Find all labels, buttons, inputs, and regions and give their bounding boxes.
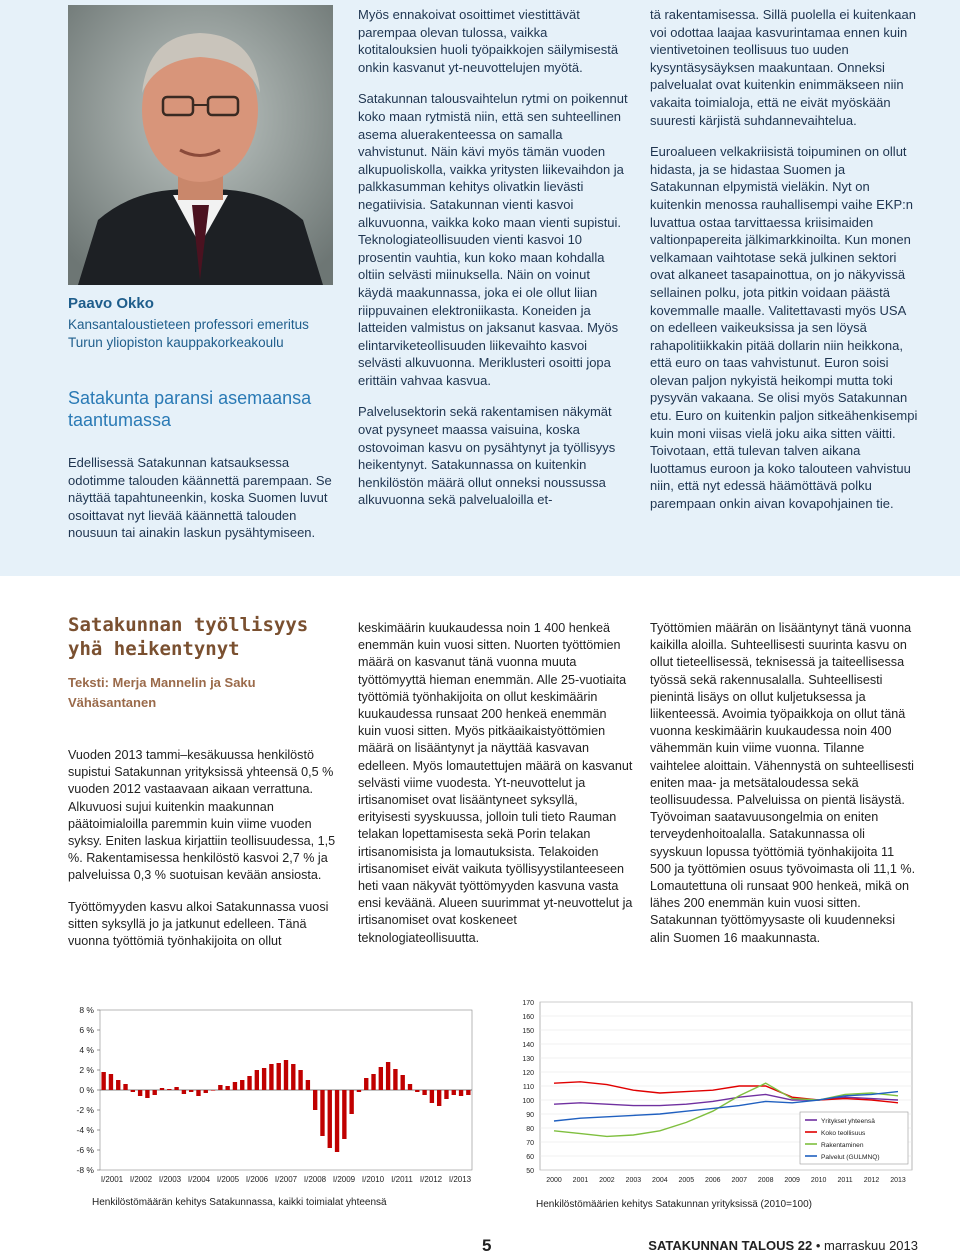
bar [247, 1076, 251, 1090]
x-tick-label: 2012 [863, 1177, 880, 1184]
bar [452, 1090, 456, 1095]
article-title: Satakunta paransi asemaansa taantumassa [68, 388, 312, 430]
article-column-3 [650, 6, 918, 527]
bar [204, 1090, 208, 1093]
staff-change-bar-chart [60, 998, 480, 1213]
bar [269, 1064, 273, 1090]
y-tick-label: 0 % [79, 1085, 94, 1095]
bar [277, 1063, 281, 1090]
bar [386, 1062, 390, 1090]
x-tick-label: 2007 [731, 1177, 748, 1184]
bar [218, 1085, 222, 1090]
y-tick-label: 170 [522, 1000, 534, 1007]
bar [189, 1090, 193, 1092]
bar [174, 1087, 178, 1090]
bar [306, 1080, 310, 1090]
x-tick-label: 2003 [625, 1177, 642, 1184]
author-photo [68, 5, 333, 285]
bar [408, 1084, 412, 1090]
bar [291, 1064, 295, 1090]
y-tick-label: 6 % [79, 1025, 94, 1035]
x-tick-label: 2005 [678, 1177, 695, 1184]
x-tick-label: I/2005 [216, 1175, 240, 1184]
bar [211, 1090, 215, 1091]
paragraph: tä rakentamisessa. Sillä puolella ei kuitenkaan voi odottaa laajaa kasvurintamaa ennen kuin vientivetoinen teollisuus tuo uuden kysyntäsysäyksen maakuntaan. Onneksi palvelualat ovat kuitenkin enimmäkseen niin vakaita toimialoja, että ne eivät myöskään suuresti kärjistä suhdannevaihtelua. [650, 7, 916, 128]
x-tick-label: 2011 [837, 1177, 853, 1184]
bar [422, 1090, 426, 1095]
bar [371, 1074, 375, 1090]
author-name: Paavo Okko [68, 295, 154, 312]
chart1-caption: Henkilöstömäärän kehitys Satakunnassa, kaikki toimialat yhteensä [92, 1197, 387, 1208]
bar [131, 1090, 135, 1092]
x-tick-label: I/2002 [129, 1175, 153, 1184]
issue-date: marraskuu 2013 [824, 1238, 918, 1253]
y-tick-label: 70 [526, 1140, 534, 1147]
y-tick-label: 60 [526, 1154, 534, 1161]
bar [393, 1069, 397, 1090]
y-tick-label: -2 % [76, 1105, 94, 1115]
bar [437, 1090, 441, 1106]
publication-name: SATAKUNNAN TALOUS 22 [648, 1238, 813, 1253]
bar [313, 1090, 317, 1110]
byline: Teksti: Merja Mannelin ja Saku Vähäsantanen [68, 675, 256, 710]
bar [138, 1090, 142, 1096]
bar [379, 1067, 383, 1090]
bar [364, 1078, 368, 1090]
y-tick-label: 160 [522, 1014, 534, 1021]
footer-bullet: • [815, 1238, 821, 1253]
x-tick-label: I/2011 [391, 1175, 413, 1184]
legend-label: Yritykset yhteensä [821, 1118, 875, 1125]
author-role: Kansantaloustieteen professori emeritus Turun yliopiston kauppakorkeakoulu [68, 317, 309, 350]
y-tick-label: 8 % [79, 1005, 94, 1015]
page-number: 5 [482, 1236, 492, 1255]
x-tick-label: I/2003 [158, 1175, 182, 1184]
staff-index-line-chart [500, 994, 920, 1214]
y-tick-label: 4 % [79, 1045, 94, 1055]
paragraph: Myös ennakoivat osoittimet viestittävät parempaa olevan tulossa, vaikka kotitalouksien huoli työpaikkojen säilymisestä onkin kasvanut yt-neuvottelujen myötä. [358, 7, 619, 75]
y-tick-label: 130 [522, 1056, 534, 1063]
bar [153, 1090, 157, 1095]
bar [123, 1084, 127, 1090]
y-tick-label: 140 [522, 1042, 534, 1049]
y-tick-label: 50 [526, 1168, 534, 1175]
x-tick-label: 2006 [704, 1177, 721, 1184]
employment-column-1 [68, 747, 338, 964]
paragraph: Vuoden 2013 tammi–kesäkuussa henkilöstö supistui Satakunnan yrityksissä yhteensä 0,5 % vuoden 2012 vastaavaan aikaan verrattuna. Alkuvuosi sujui kuitenkin maakunnan päätoimialoilla paremmin kuin viime vuoden syksy. Eniten laskua kirjattiin teollisuudessa, 1,5 %. Rakentamisessa henkilöstö kasvoi 2,7 % ja palveluissa 0,3 % suotuisan kevään ansiosta. [68, 748, 336, 883]
bar [240, 1080, 244, 1090]
bar [328, 1090, 332, 1148]
x-tick-label: 2000 [546, 1177, 562, 1184]
bar [430, 1090, 434, 1103]
bar [196, 1090, 200, 1096]
employment-column-2 [358, 620, 633, 961]
y-tick-label: 80 [526, 1126, 534, 1133]
x-tick-label: I/2007 [274, 1175, 298, 1184]
article-lead: Edellisessä Satakunnan katsauksessa odotimme talouden käännettä parempaan. Se näyttää tapahtuneenkin, koska Suomen luvut osoittavat nyt lievää käännettä talouden nousuun tai ainakin laskun pysähtymiseen. [68, 455, 332, 540]
y-tick-label: 2 % [79, 1065, 94, 1075]
bar [116, 1080, 120, 1090]
bar [101, 1072, 105, 1090]
article-column-2 [358, 6, 628, 523]
bar [167, 1089, 171, 1090]
paragraph: Euroalueen velkakriisistä toipuminen on ollut hidasta, ja se hidastaa Suomen ja Satakunnan elpymistä vieläkin. Nyt on kuitenkin menossa rauhallisempi vaihe EKP:n luvattua ostaa tarvittaessa kriisimaiden valtionpapereita jälkimarkkinoilta. Kun monen velkamaan vaihtotase sekä julkinen sektori ovat alkaneet tasapainottua, on jo näkyvissä sellainen polku, jota pitkin voidaan päästä kovemmalle maalle. Valitettavasti myös USA on edelleen vaikeuksissa ja sen löysä rahapolitiikkakin pitää dollarin niin heikkona, että euro on taas vahvistunut. Euron soisi olevan paljon nykyistä heikompi mutta toki pysyvän vakaana. Se olisi myös Satakunnan etu. Euro on kuitenkin paljon sitkeähenkisempi kuin moni viisas vielä joku aika sitten väitti. Toivotaan, että tulevan talven aikana luottamus euroon ja koko talouteen vahvistuu niin, että nyt edessä häämöttävä polku parempaan onkin aivan kovapohjainen tie. [650, 144, 918, 512]
y-tick-label: 90 [526, 1112, 534, 1119]
legend-label: Palvelut (GULMNQ) [821, 1154, 880, 1161]
x-tick-label: I/2009 [332, 1175, 356, 1184]
legend-label: Rakentaminen [821, 1142, 864, 1149]
x-tick-label: 2009 [784, 1177, 800, 1184]
x-tick-label: I/2001 [100, 1175, 124, 1184]
bar [459, 1090, 463, 1096]
y-tick-label: -4 % [76, 1125, 94, 1135]
bar [255, 1070, 259, 1090]
employment-column-3 [650, 620, 918, 961]
bar [342, 1090, 346, 1139]
y-tick-label: 100 [522, 1098, 534, 1105]
bar [225, 1086, 229, 1090]
paragraph: Työttömien määrän on lisääntynyt tänä vuonna kaikilla aloilla. Suhteellisesti suurinta kasvu on ollut tieteellisessä, teknisessä ja taiteellisessa työssä sekä rakennusalalla. Suhteellisesti pienintä lisäys on ollut kuljetuksessa ja liikenteessä. Avoimia työpaikkoja on ollut tänä vuonna keskimäärin kuukaudessa noin 400 vähemmän kuin viime vuonna. Tilanne vaihtelee aloittain. Vähennystä on suhteellisesti eniten maa- ja metsätaloudessa sekä teollisuudessa. Palveluissa on pientä lisäystä. Työvoiman saatavuusongelmia on eniten terveydenhoitoalalla. Satakunnassa oli syyskuun lopussa työttömiä työnhakijoita 11 500 ja työttömien osuus työvoimasta oli 11,1 %. Lomautettuna oli runsaat 900 henkeä, mikä on lähes 200 enemmän kuin vuosi sitten. Satakunnan työttömyysaste oli kuudenneksi alin Suomen 16 maakunnasta. [650, 621, 916, 945]
bar [415, 1090, 419, 1092]
x-tick-label: 2004 [652, 1177, 668, 1184]
x-tick-label: I/2008 [303, 1175, 327, 1184]
x-tick-label: 2002 [599, 1177, 615, 1184]
bar [357, 1090, 361, 1092]
bar [284, 1060, 288, 1090]
bar [182, 1090, 186, 1094]
y-tick-label: 110 [522, 1084, 534, 1091]
bar [466, 1090, 470, 1095]
paragraph: Palvelusektorin sekä rakentamisen näkymät ovat pysyneet maassa vaisuina, koska ostovoiman kasvu on pysähtynyt ja työllisyys heikentynyt. Satakunnassa on kuitenkin henkilöstön määrä ollut onneksi noussussa alkuvuonna sekä palvelualoilla et- [358, 404, 616, 508]
x-tick-label: 2001 [572, 1177, 589, 1184]
x-tick-label: 2008 [757, 1177, 774, 1184]
paragraph: Työttömyyden kasvu alkoi Satakunnassa vuosi sitten syksyllä jo ja jatkunut edelleen. Tänä vuonna työttömiä työnhakijoita on ollut [68, 899, 329, 949]
bar [335, 1090, 339, 1152]
paragraph: keskimäärin kuukaudessa noin 1 400 henkeä enemmän kuin vuosi sitten. Nuorten työttömien määrä on kasvanut tänä vuonna muuta työttömyyttä hieman enemmän. Alle 25-vuotiaita työttömiä työnhakijoita on ollut keskimäärin kuukaudessa runsaat 200 henkeä enemmän kuin vuosi sitten. Myös pitkäaikaistyöttömien määrä on lisääntynyt ja näyttää kasvavan edelleen. Myös lomautettujen määrä on kasvanut selvästi viime vuodesta. Yt-neuvottelut ja irtisanomiset ovat lisääntyneet syksyllä, erityisesti syyskuussa, jolloin tuli tieto Rauman telakan lopettamisesta sekä Porin telakan irtisanomisista ja lomautuksista. Telakoiden irtisanomiset eivät vaikuta työllisyystilanteeseen heti vaan näkyvät työttömyyden kasvuna vasta ensi keväänä. Alueen suurimmat yt-neuvottelut ja irtisanomiset ovat koskeneet teknologiateollisuutta. [358, 621, 633, 945]
footer [648, 1238, 918, 1253]
bar [349, 1090, 353, 1114]
paragraph: Satakunnan talousvaihtelun rytmi on poikennut koko maan rytmistä niin, että sen suhteellinen asema aluerakenteessa on samalla vahvistunut. Näin kävi myös tämän vuoden alkupuoliskolla, vaikka yritysten liikevaihdon ja palkkasumman kehitys olivatkin lievästi negatiivisia. Satakunnan vienti kasvoi alkuvuonna, vaikka koko maan vienti supistui. Teknologiateollisuuden vienti kasvoi 10 prosentin vauhtia, kun koko maan kohdalla oltiin selvästi miinuksella. Näin on voinut käydä maakunnassa, joka ei ole ollut liian riippuvainen elektroniikasta. Koneiden ja latteiden valmistus on jaksanut kasvaa. Myös elintarviketeollisuuden liikevaihto kasvoi selvästi alkuvuonna. Meriklusteri osoitti jopa erittäin vahvaa kasvua. [358, 91, 628, 388]
x-tick-label: I/2004 [187, 1175, 211, 1184]
x-tick-label: 2013 [890, 1177, 906, 1184]
legend-label: Koko teollisuus [821, 1130, 866, 1137]
y-tick-label: 120 [522, 1070, 534, 1077]
bar [160, 1088, 164, 1090]
x-tick-label: I/2010 [361, 1175, 385, 1184]
y-tick-label: -8 % [76, 1165, 94, 1175]
x-tick-label: I/2013 [448, 1175, 472, 1184]
bar [233, 1082, 237, 1090]
section-title: Satakunnan työllisyys yhä heikentynyt [68, 614, 309, 660]
bar [320, 1090, 324, 1136]
y-tick-label: 150 [522, 1028, 534, 1035]
x-tick-label: I/2006 [245, 1175, 269, 1184]
bar [262, 1068, 266, 1090]
bar [444, 1090, 448, 1099]
y-tick-label: -6 % [76, 1145, 94, 1155]
chart2-caption: Henkilöstömäärien kehitys Satakunnan yrityksissä (2010=100) [536, 1199, 812, 1210]
bar [401, 1075, 405, 1090]
bar [298, 1070, 302, 1090]
bar [109, 1074, 113, 1090]
bar [145, 1090, 149, 1098]
x-tick-label: 2010 [810, 1177, 827, 1184]
x-tick-label: I/2012 [419, 1175, 443, 1184]
